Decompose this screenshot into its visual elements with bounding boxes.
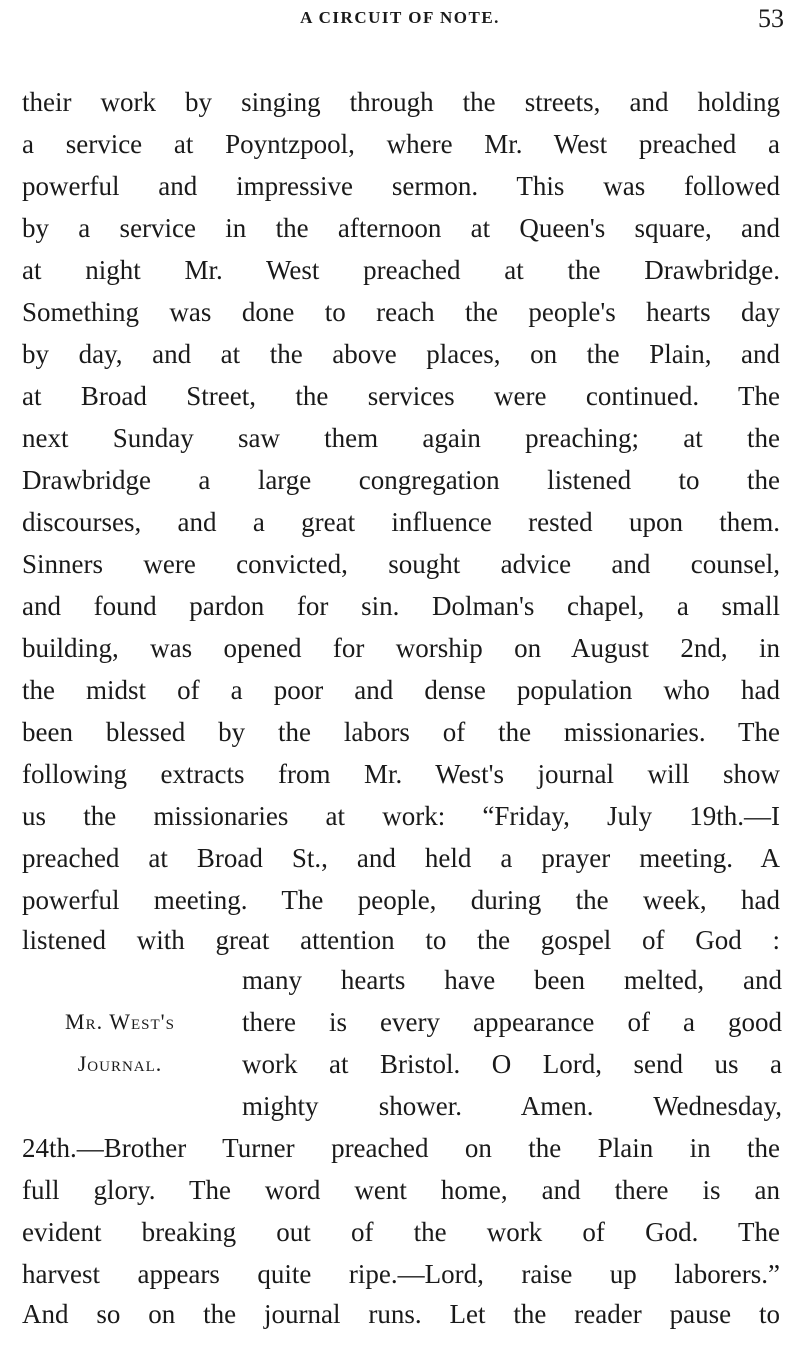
running-title: A CIRCUIT OF NOTE. (300, 8, 500, 27)
text-line: Sinners were convicted, sought advice and counsel, (22, 549, 780, 579)
text-line: preached at Broad St., and held a prayer meeting. A (22, 843, 780, 873)
text-line: at night Mr. West preached at the Drawbridge. (22, 255, 780, 285)
text-line: at Broad Street, the services were continued. The (22, 381, 780, 411)
text-line: next Sunday saw them again preaching; at the (22, 423, 780, 453)
text-line: many hearts have been melted, and (242, 965, 782, 995)
text-line: 24th.—Brother Turner preached on the Plain in the (22, 1133, 780, 1163)
text-line: full glory. The word went home, and there is an (22, 1175, 780, 1205)
text-line: following extracts from Mr. West's journal will show (22, 759, 780, 789)
running-head (0, 4, 800, 44)
sidenote-line: Journal. (77, 1051, 163, 1076)
page-number: 53 (758, 4, 784, 33)
text-line: their work by singing through the streets, and holding (22, 87, 780, 117)
text-line: listened with great attention to the gospel of God : (22, 925, 780, 955)
text-line: there is every appearance of a good (242, 1007, 782, 1037)
text-line: evident breaking out of the work of God. The (22, 1217, 780, 1247)
sidenote-line: Mr. West's (65, 1009, 175, 1034)
text-line: powerful and impressive sermon. This was followed (22, 171, 780, 201)
text-line: and found pardon for sin. Dolman's chapel, a small (22, 591, 780, 621)
text-line: the midst of a poor and dense population who had (22, 675, 780, 705)
text-line: us the missionaries at work: “Friday, July 19th.—I (22, 801, 780, 831)
text-line: a service at Poyntzpool, where Mr. West preached a (22, 129, 780, 159)
text-line: work at Bristol. O Lord, send us a (242, 1049, 782, 1079)
text-line: harvest appears quite ripe.—Lord, raise up laborers.” (22, 1259, 780, 1289)
text-line: by a service in the afternoon at Queen's square, and (22, 213, 780, 243)
text-line: been blessed by the labors of the missionaries. The (22, 717, 780, 747)
text-line: by day, and at the above places, on the Plain, and (22, 339, 780, 369)
text-line: discourses, and a great influence rested upon them. (22, 507, 780, 537)
text-line: And so on the journal runs. Let the reader pause to (22, 1299, 780, 1329)
text-line: Something was done to reach the people's hearts day (22, 297, 780, 327)
text-line: Drawbridge a large congregation listened to the (22, 465, 780, 495)
text-line: powerful meeting. The people, during the week, had (22, 885, 780, 915)
text-line: mighty shower. Amen. Wednesday, (242, 1091, 782, 1121)
text-line: building, was opened for worship on August 2nd, in (22, 633, 780, 663)
